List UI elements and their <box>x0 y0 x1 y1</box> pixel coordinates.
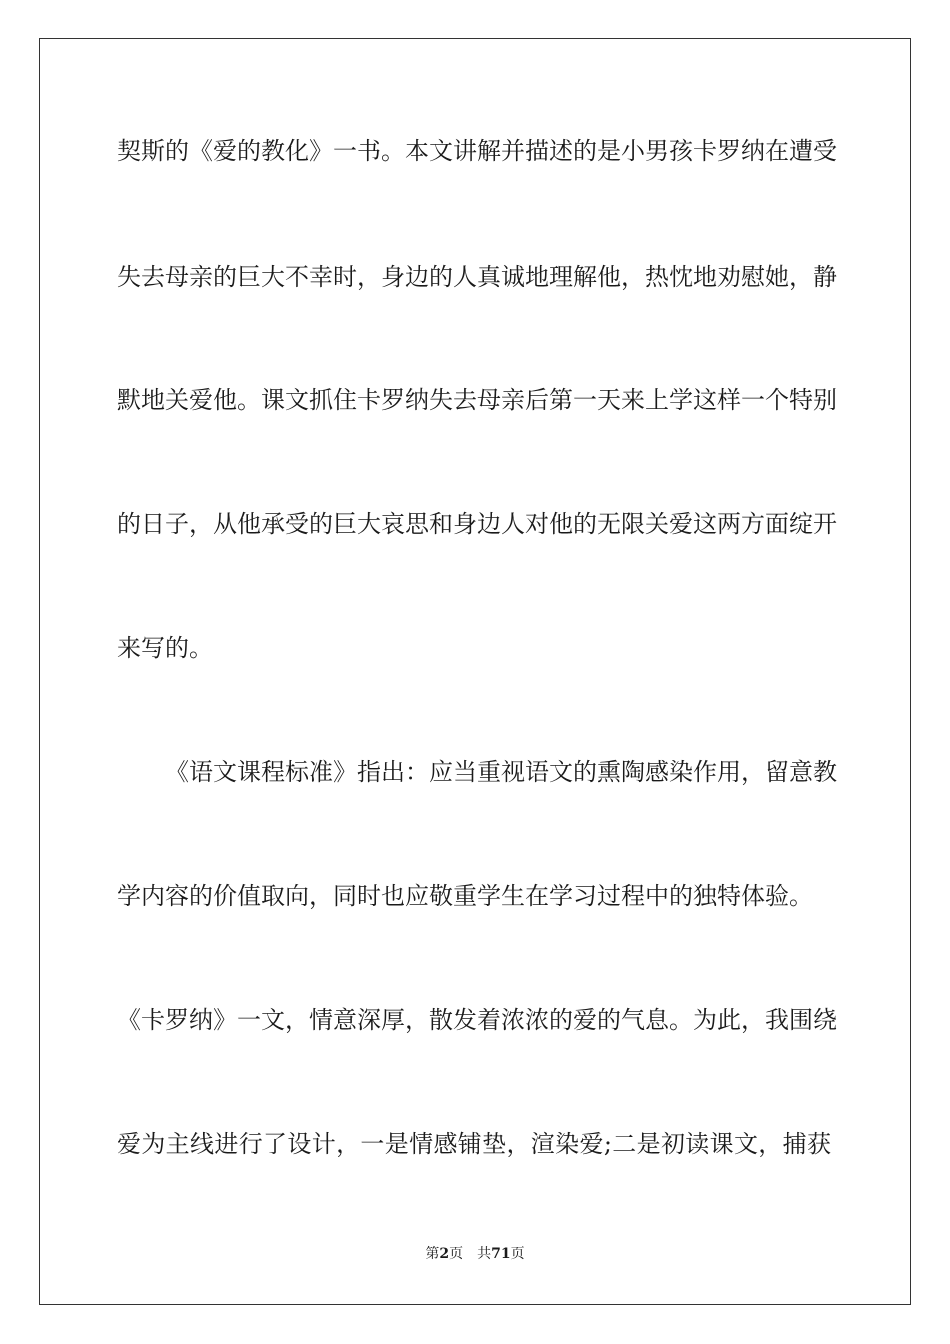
footer-page-prefix: 第 <box>425 1246 440 1262</box>
text-line-7: 学内容的价值取向，同时也应敬重学生在学习过程中的独特体验。 <box>117 882 813 910</box>
footer-total-suffix: 页 <box>510 1246 525 1262</box>
footer-total-prefix: 共 <box>477 1246 492 1262</box>
text-line-6-paragraph-start: 《语文课程标准》指出：应当重视语文的熏陶感染作用，留意教 <box>165 758 837 786</box>
text-line-4: 的日子，从他承受的巨大哀思和身边人对他的无限关爱这两方面绽开 <box>117 510 837 538</box>
text-line-5: 来写的。 <box>117 634 213 662</box>
text-line-8: 《卡罗纳》一文，情意深厚，散发着浓浓的爱的气息。为此，我围绕 <box>117 1006 837 1034</box>
text-line-1: 契斯的《爱的教化》一书。本文讲解并描述的是小男孩卡罗纳在遭受 <box>117 137 837 165</box>
text-line-3: 默地关爱他。课文抓住卡罗纳失去母亲后第一天来上学这样一个特别 <box>117 386 837 414</box>
text-line-9: 爱为主线进行了设计，一是情感铺垫，渲染爱;二是初读课文，捕获 <box>117 1130 831 1158</box>
footer-page-suffix: 页 <box>449 1246 464 1262</box>
page-footer <box>0 1245 950 1263</box>
page-border <box>39 38 911 1305</box>
footer-page-number: 2 <box>439 1246 450 1262</box>
text-line-2: 失去母亲的巨大不幸时，身边的人真诚地理解他，热忱地劝慰她，静 <box>117 263 837 291</box>
footer-total-number: 71 <box>491 1246 511 1262</box>
